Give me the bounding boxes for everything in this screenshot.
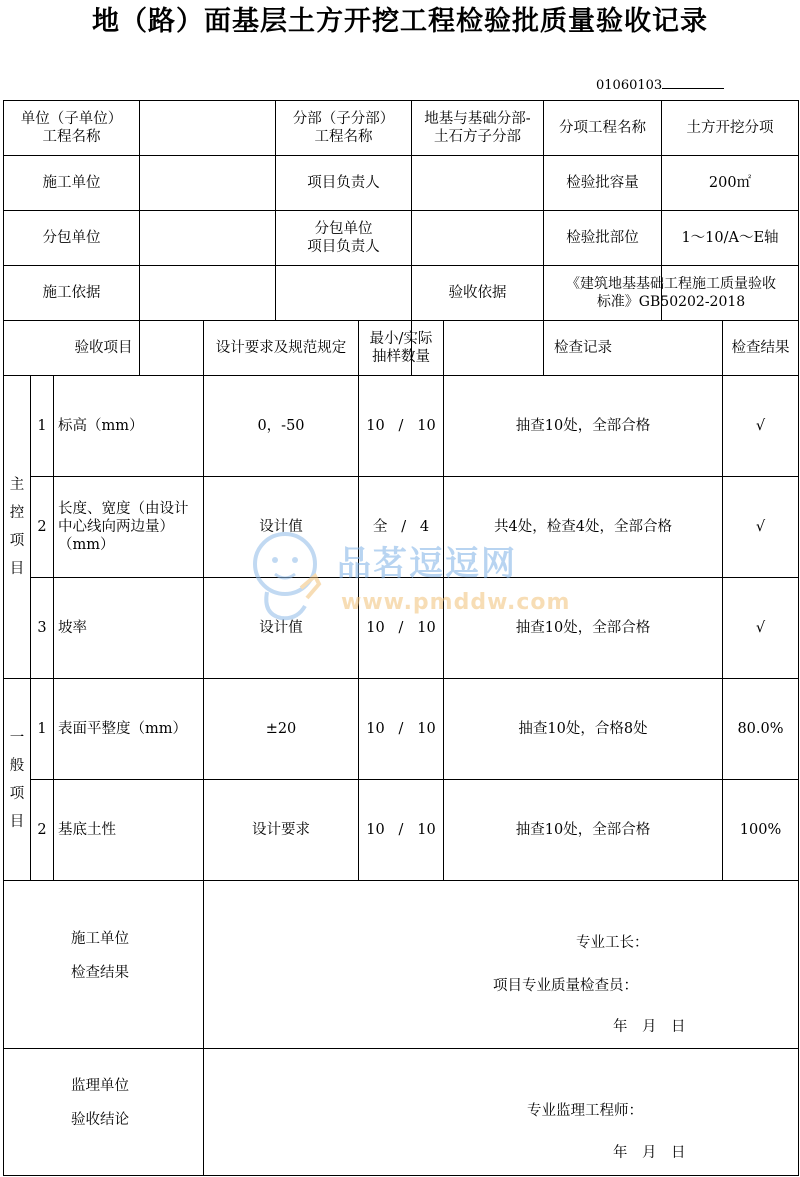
- batch-location-value: 1～10/A～E轴: [681, 230, 779, 246]
- item-record: 共4处，检查4处，全部合格: [494, 519, 672, 535]
- item-result: 80.0%: [737, 721, 784, 737]
- group-label-char: 项: [9, 533, 25, 549]
- item-requirement: 设计要求: [252, 822, 310, 838]
- item-sample: [359, 477, 443, 577]
- grid-line: [3, 880, 799, 881]
- main-control-group-label: [4, 376, 30, 678]
- item-number: 1: [37, 721, 47, 737]
- general-group-label: [4, 679, 30, 880]
- unit-name-field[interactable]: [140, 101, 275, 155]
- subcontractor-field[interactable]: [140, 211, 275, 265]
- col-inspection-record: 检查记录: [554, 340, 612, 356]
- item-sample: [359, 376, 443, 476]
- acceptance-form: [3, 100, 799, 1176]
- contractor-check-date[interactable]: 年 月 日: [613, 1019, 686, 1035]
- contractor-check-label-2: 检查结果: [71, 965, 129, 981]
- item-requirement: 设计值: [259, 620, 303, 636]
- subitem-name-value: 土方开挖分项: [686, 120, 774, 136]
- item-name: 标高（mm）: [58, 418, 144, 434]
- item-result: √: [755, 519, 766, 535]
- item-result: 100%: [739, 822, 782, 838]
- col-acceptance-item: 验收项目: [74, 340, 133, 356]
- sample-separator: /: [398, 620, 404, 636]
- division-name-value: 地基与基础分部- 土石方子分部: [424, 111, 531, 145]
- project-manager-field[interactable]: [412, 156, 543, 210]
- acceptance-basis-value: 《建筑地基基础工程施工质量验收 标准》GB50202-2018: [566, 276, 776, 310]
- document-title: 地（路）面基层土方开挖工程检验批质量验收记录: [92, 6, 708, 37]
- group-label-char: 控: [9, 505, 25, 521]
- batch-location-label: 检验批部位: [566, 230, 639, 246]
- item-number: 2: [37, 519, 47, 535]
- sample-actual: 10: [417, 721, 436, 737]
- group-label-char: 项: [9, 785, 25, 802]
- sub-project-manager-label: 分包单位 项目负责人: [307, 221, 380, 255]
- unit-name-label: 单位（子单位） 工程名称: [20, 111, 123, 145]
- col-sample-quantity: 最小/实际 抽样数量: [369, 331, 433, 365]
- acceptance-basis-label: 验收依据: [448, 285, 507, 301]
- supervisor-check-date[interactable]: 年 月 日: [613, 1145, 686, 1161]
- item-record: 抽查10处，全部合格: [515, 822, 651, 838]
- item-name: 表面平整度（mm）: [58, 721, 187, 737]
- sample-min: 10: [366, 620, 385, 636]
- col-inspection-result: 检查结果: [731, 340, 790, 356]
- item-name: 基底土性: [58, 822, 116, 838]
- contractor-field[interactable]: [140, 156, 275, 210]
- sample-actual: 10: [417, 418, 436, 434]
- sample-min: 10: [366, 721, 385, 737]
- project-manager-label: 项目负责人: [307, 175, 380, 191]
- form-code-value: 01060103: [596, 78, 663, 93]
- item-number: 2: [37, 822, 47, 838]
- item-record: 抽查10处，合格8处: [518, 721, 648, 737]
- subitem-name-label: 分项工程名称: [559, 120, 646, 136]
- item-result: √: [755, 418, 766, 434]
- division-name-label: 分部（子分部） 工程名称: [292, 111, 395, 145]
- grid-line: [3, 1048, 799, 1049]
- watermark-url: www.pmddw.com: [341, 590, 571, 615]
- item-sample: [359, 578, 443, 678]
- quality-inspector-signature-label[interactable]: 项目专业质量检查员：: [493, 978, 638, 994]
- group-label-char: 目: [9, 813, 25, 830]
- sample-separator: /: [398, 721, 404, 737]
- watermark-name: 品茗逗逗网: [337, 544, 517, 584]
- foreman-signature-label[interactable]: 专业工长：: [576, 935, 649, 951]
- item-number: 1: [37, 418, 47, 434]
- batch-capacity-value: 200㎡: [708, 175, 752, 191]
- sample-min: 10: [366, 822, 385, 838]
- item-result: √: [755, 620, 766, 636]
- col-design-requirement: 设计要求及规范规定: [215, 340, 347, 356]
- item-sample: [359, 780, 443, 880]
- contractor-label: 施工单位: [42, 175, 101, 191]
- item-name: 坡率: [58, 620, 87, 636]
- sample-actual: 10: [417, 822, 436, 838]
- item-requirement: 设计值: [259, 519, 303, 535]
- grid-line: [798, 100, 799, 1176]
- sample-separator: /: [398, 418, 404, 434]
- item-requirement: 0，-50: [257, 418, 305, 434]
- group-label-char: 一: [9, 729, 25, 746]
- group-label-char: 主: [9, 477, 25, 493]
- batch-capacity-label: 检验批容量: [566, 175, 639, 191]
- item-requirement: ±20: [265, 721, 297, 737]
- grid-line: [3, 1175, 799, 1176]
- sample-min: 全: [372, 519, 388, 535]
- supervising-engineer-signature-label[interactable]: 专业监理工程师：: [527, 1103, 643, 1119]
- contractor-check-label-1: 施工单位: [71, 931, 129, 947]
- item-record: 抽查10处，全部合格: [515, 620, 651, 636]
- item-number: 3: [37, 620, 47, 636]
- item-name: 长度、宽度（由设计中心线向两边量）（mm）: [58, 501, 189, 553]
- supervisor-label-1: 监理单位: [71, 1078, 129, 1094]
- construction-basis-field[interactable]: [140, 266, 411, 320]
- construction-basis-label: 施工依据: [42, 285, 101, 301]
- item-record: 抽查10处，全部合格: [515, 418, 651, 434]
- sample-actual: 10: [417, 620, 436, 636]
- supervisor-label-2: 验收结论: [71, 1112, 129, 1128]
- sample-separator: /: [401, 519, 407, 535]
- sample-actual: 4: [419, 519, 430, 535]
- sub-project-manager-field[interactable]: [412, 211, 543, 265]
- group-label-char: 目: [9, 561, 25, 577]
- form-code-blank[interactable]: [662, 74, 724, 89]
- subcontractor-label: 分包单位: [42, 230, 101, 246]
- item-sample: [359, 679, 443, 779]
- sample-separator: /: [398, 822, 404, 838]
- group-label-char: 般: [9, 757, 25, 774]
- form-code: [596, 74, 724, 95]
- sample-min: 10: [366, 418, 385, 434]
